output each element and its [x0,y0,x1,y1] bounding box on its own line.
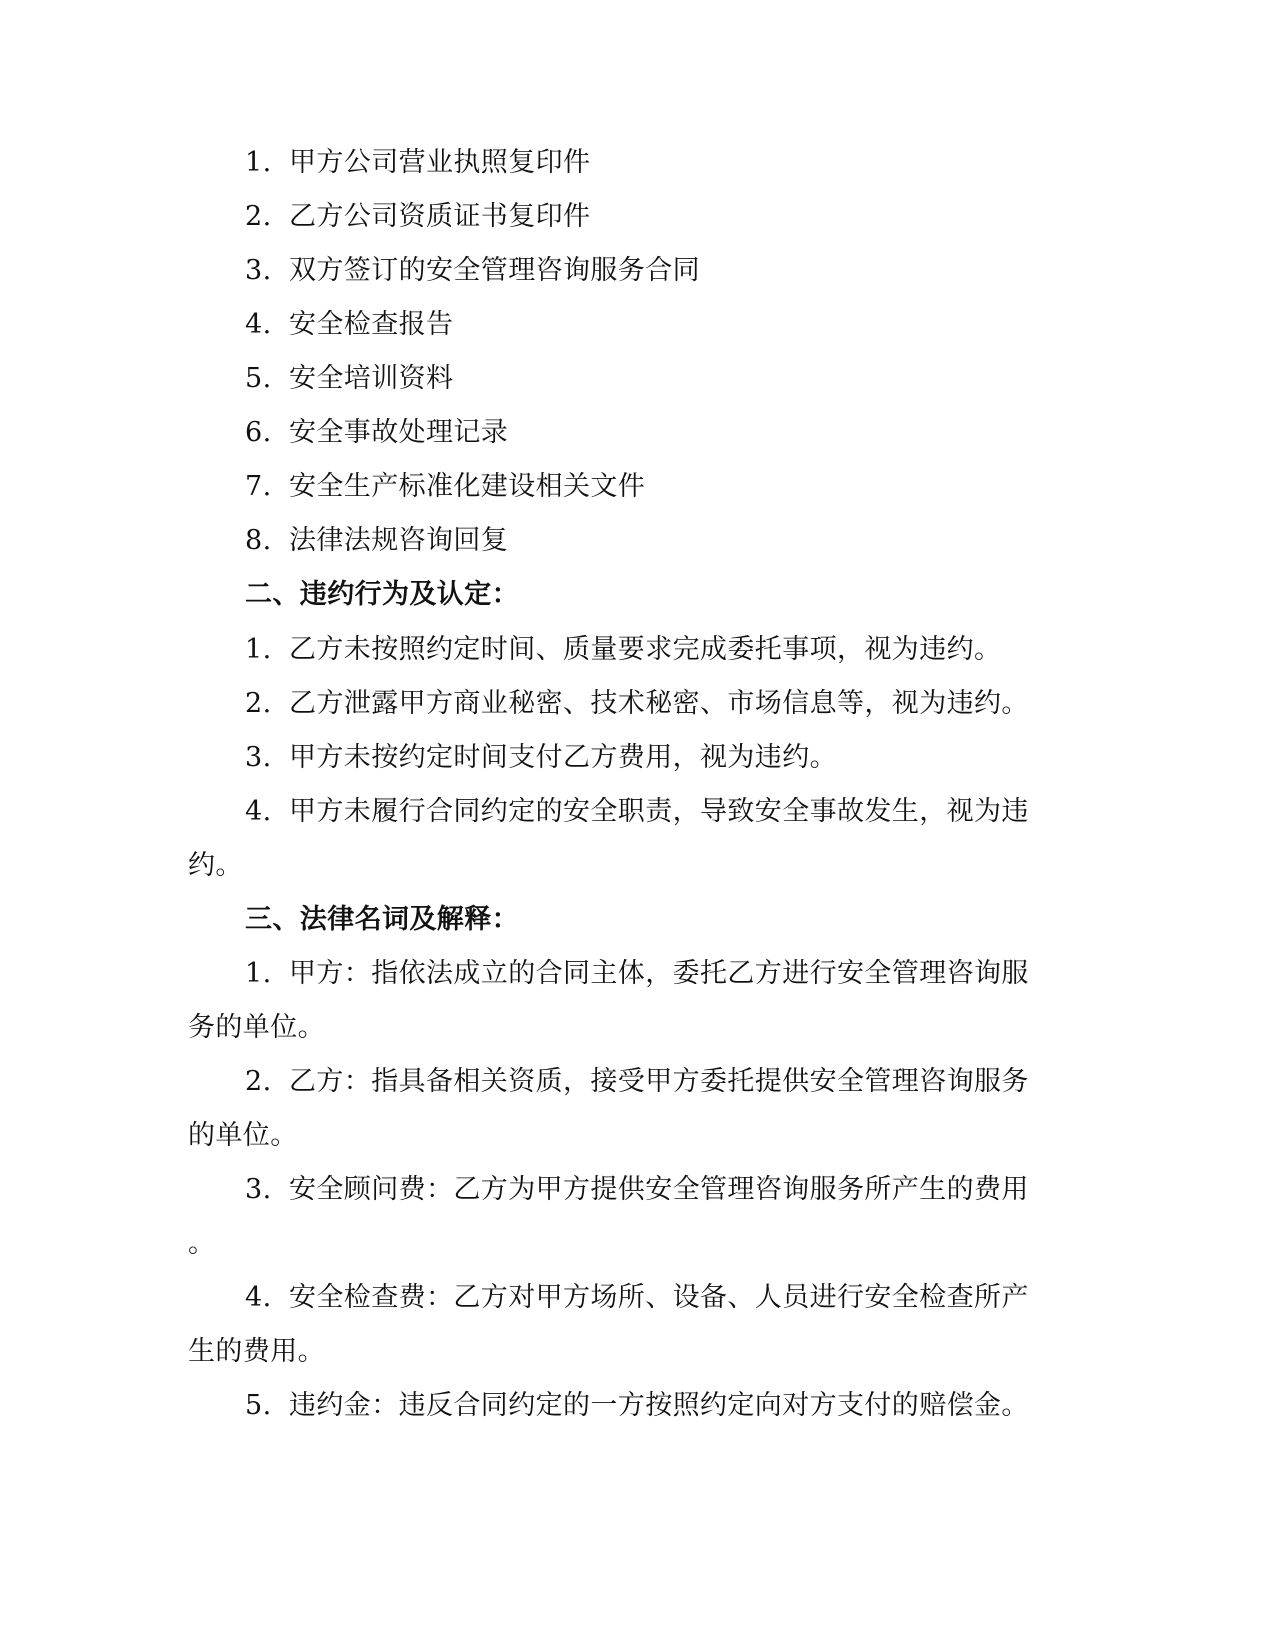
list-item [245,416,1125,450]
item-number: 4. [245,309,272,340]
item-text: 甲方未按约定时间支付乙方费用，视为违约。 [289,742,837,773]
item-number: 2. [245,1066,272,1097]
section-heading-breach: 二、违约行为及认定： [245,579,519,610]
item-text: 乙方公司资质证书复印件 [289,201,591,232]
list-item-continuation: 生的费用。 [188,1336,325,1367]
item-text: 安全生产标准化建设相关文件 [289,471,646,502]
item-number: 2. [245,201,272,232]
list-item-continuation: 。 [188,1228,216,1259]
list-item [245,254,1125,288]
list-item-continuation: 务的单位。 [188,1012,325,1043]
list-item [245,308,1125,342]
item-number: 5. [245,1390,272,1421]
section-heading-terms: 三、法律名词及解释： [245,904,519,935]
list-item [245,957,1125,991]
item-number: 6. [245,417,272,448]
item-number: 3. [245,255,272,286]
item-number: 4. [245,1282,272,1313]
list-item [245,146,1125,180]
list-item [245,362,1125,396]
list-item [245,633,1125,667]
item-text: 乙方泄露甲方商业秘密、技术秘密、市场信息等，视为违约。 [289,688,1029,719]
item-text: 安全检查费：乙方对甲方场所、设备、人员进行安全检查所产 [289,1282,1029,1313]
item-text: 违约金：违反合同约定的一方按照约定向对方支付的赔偿金。 [289,1390,1029,1421]
list-item [245,524,1125,558]
item-text: 安全顾问费：乙方为甲方提供安全管理咨询服务所产生的费用 [289,1174,1029,1205]
item-text: 乙方：指具备相关资质，接受甲方委托提供安全管理咨询服务 [289,1066,1029,1097]
list-item [245,687,1125,721]
item-number: 1. [245,147,272,178]
list-item [245,200,1125,234]
item-number: 1. [245,634,272,665]
item-number: 2. [245,688,272,719]
item-text: 甲方公司营业执照复印件 [289,147,591,178]
list-item [245,741,1125,775]
item-number: 4. [245,796,272,827]
item-text: 安全检查报告 [289,309,454,340]
item-number: 3. [245,742,272,773]
item-text: 安全事故处理记录 [289,417,509,448]
item-number: 1. [245,958,272,989]
item-number: 3. [245,1174,272,1205]
list-item [245,470,1125,504]
item-text: 乙方未按照约定时间、质量要求完成委托事项，视为违约。 [289,634,1002,665]
list-item-continuation: 的单位。 [188,1120,298,1151]
item-text: 法律法规咨询回复 [289,525,509,556]
item-text: 安全培训资料 [289,363,454,394]
list-item [245,1281,1125,1315]
item-text: 甲方：指依法成立的合同主体，委托乙方进行安全管理咨询服 [289,958,1029,989]
list-item-continuation: 约。 [188,850,243,881]
item-number: 7. [245,471,272,502]
list-item [245,795,1125,829]
item-number: 8. [245,525,272,556]
item-text: 甲方未履行合同约定的安全职责，导致安全事故发生，视为违 [289,796,1029,827]
list-item [245,1389,1125,1423]
list-item [245,1065,1125,1099]
item-number: 5. [245,363,272,394]
list-item [245,1173,1125,1207]
item-text: 双方签订的安全管理咨询服务合同 [289,255,700,286]
